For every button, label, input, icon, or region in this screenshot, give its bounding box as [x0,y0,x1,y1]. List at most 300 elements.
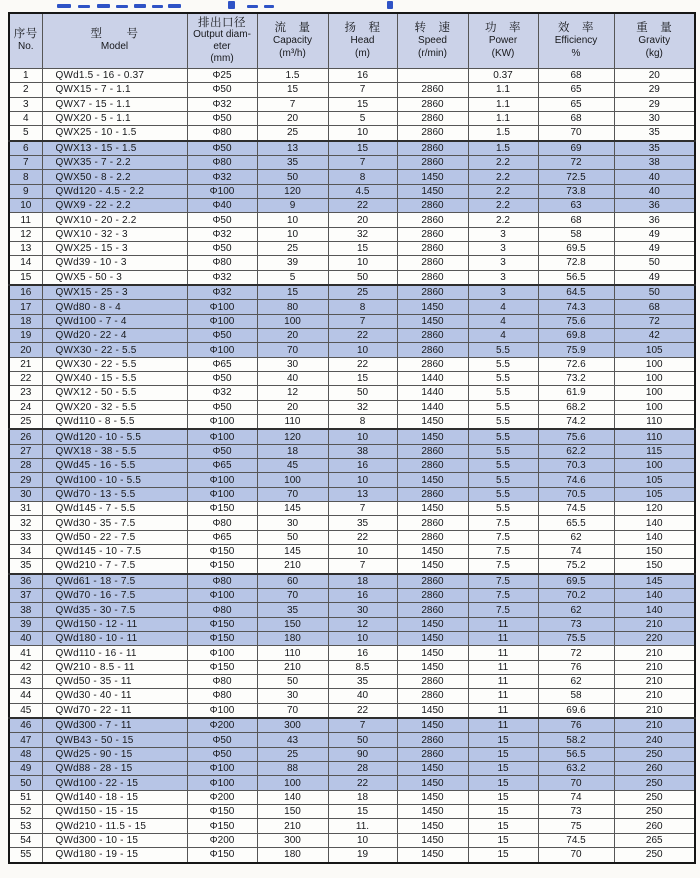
cell-efficiency: 72 [538,156,614,170]
cell-power: 15 [468,747,538,761]
cell-diameter: Φ32 [187,285,257,300]
cell-model: QWd70 - 16 - 7.5 [42,589,187,603]
cell-diameter: Φ50 [187,747,257,761]
cell-capacity: 110 [257,646,328,660]
cell-speed: 1450 [397,718,468,733]
cell-gravity: 49 [614,227,695,241]
header-label-zh: 功 率 [485,22,521,34]
cell-no: 48 [9,747,42,761]
cell-gravity: 210 [614,675,695,689]
cell-gravity: 42 [614,329,695,343]
cell-no: 7 [9,156,42,170]
table-row [9,487,695,501]
cell-capacity: 40 [257,372,328,386]
cell-capacity: 100 [257,314,328,328]
table-row [9,343,695,357]
cell-gravity: 250 [614,776,695,790]
cell-efficiency: 69.5 [538,241,614,255]
header-label-en: Model [100,41,129,53]
cell-power: 15 [468,819,538,833]
cell-diameter: Φ150 [187,805,257,819]
cell-efficiency: 62 [538,675,614,689]
cell-efficiency: 58 [538,689,614,703]
cell-power: 3 [468,227,538,241]
cell-capacity: 30 [257,516,328,530]
cell-no: 49 [9,762,42,776]
cell-no: 9 [9,184,42,198]
cell-power: 7.5 [468,574,538,589]
cell-model: QWd20 - 22 - 4 [42,329,187,343]
cell-capacity: 120 [257,184,328,198]
cell-speed: 2860 [397,141,468,156]
cell-capacity: 70 [257,703,328,718]
cell-efficiency: 70.2 [538,589,614,603]
cell-speed [397,69,468,83]
cell-model: QWX13 - 15 - 1.5 [42,141,187,156]
cell-speed: 2860 [397,459,468,473]
cell-head: 22 [328,329,397,343]
cell-efficiency: 58 [538,227,614,241]
cell-no: 17 [9,300,42,314]
cell-efficiency: 70.3 [538,459,614,473]
cell-model: QWd30 - 35 - 7.5 [42,516,187,530]
cell-power: 2.2 [468,199,538,213]
table-row [9,329,695,343]
cell-efficiency: 74.2 [538,414,614,429]
table-row [9,502,695,516]
cell-no: 28 [9,459,42,473]
cell-efficiency: 68 [538,69,614,83]
cell-efficiency: 56.5 [538,747,614,761]
cell-head: 10 [328,632,397,646]
cell-efficiency: 73.2 [538,372,614,386]
cell-diameter: Φ65 [187,530,257,544]
cell-capacity: 180 [257,847,328,863]
cell-model: QWX20 - 32 - 5.5 [42,400,187,414]
cell-model: QWd210 - 7 - 7.5 [42,559,187,574]
cell-power: 5.5 [468,444,538,458]
table-row [9,516,695,530]
cell-efficiency: 75.6 [538,429,614,444]
cell-diameter: Φ32 [187,170,257,184]
cell-power: 7.5 [468,544,538,558]
cell-speed: 1440 [397,400,468,414]
cell-no: 51 [9,790,42,804]
cell-speed: 1450 [397,805,468,819]
cell-power: 11 [468,718,538,733]
cell-efficiency: 69.8 [538,329,614,343]
cell-head: 20 [328,213,397,227]
cell-head: 16 [328,646,397,660]
cell-power: 11 [468,617,538,631]
cell-model: QWd150 - 15 - 15 [42,805,187,819]
cell-speed: 1450 [397,847,468,863]
cell-efficiency: 70 [538,847,614,863]
cell-diameter: Φ50 [187,329,257,343]
cell-no: 38 [9,603,42,617]
cell-diameter: Φ32 [187,97,257,111]
header-label-en: Output diam- [193,29,251,41]
cell-capacity: 145 [257,502,328,516]
cell-power: 15 [468,833,538,847]
cell-power: 5.5 [468,459,538,473]
table-row [9,473,695,487]
cell-model: QWd61 - 18 - 7.5 [42,574,187,589]
cell-capacity: 1.5 [257,69,328,83]
cell-model: QWd50 - 35 - 11 [42,675,187,689]
cell-no: 5 [9,126,42,141]
cell-speed: 1450 [397,544,468,558]
cell-gravity: 140 [614,603,695,617]
cell-no: 2 [9,83,42,97]
cell-efficiency: 61.9 [538,386,614,400]
cell-no: 45 [9,703,42,718]
cell-gravity: 29 [614,97,695,111]
cell-no: 12 [9,227,42,241]
cell-model: QWd39 - 10 - 3 [42,256,187,270]
cell-head: 7 [328,156,397,170]
cell-efficiency: 68.2 [538,400,614,414]
cell-efficiency: 74.5 [538,502,614,516]
table-row [9,300,695,314]
cell-model: QWd180 - 10 - 11 [42,632,187,646]
cell-efficiency: 64.5 [538,285,614,300]
cell-power: 15 [468,776,538,790]
cell-capacity: 145 [257,544,328,558]
cell-no: 1 [9,69,42,83]
cell-no: 24 [9,400,42,414]
cell-no: 37 [9,589,42,603]
cell-speed: 2860 [397,256,468,270]
cell-head: 10 [328,343,397,357]
table-row [9,617,695,631]
cell-no: 27 [9,444,42,458]
cell-power: 3 [468,270,538,285]
cell-efficiency: 72 [538,646,614,660]
cell-diameter: Φ150 [187,660,257,674]
header-label-zh: 序号 [13,28,38,41]
cell-speed: 1450 [397,184,468,198]
cell-power: 11 [468,703,538,718]
table-row [9,544,695,558]
cell-gravity: 100 [614,459,695,473]
table-row [9,459,695,473]
cell-capacity: 88 [257,762,328,776]
header-label-zh: 型 号 [90,28,139,41]
cell-efficiency: 72.8 [538,256,614,270]
cell-model: QWd35 - 30 - 7.5 [42,603,187,617]
cell-efficiency: 56.5 [538,270,614,285]
cell-head: 22 [328,530,397,544]
cell-diameter: Φ150 [187,819,257,833]
cell-gravity: 49 [614,270,695,285]
cell-diameter: Φ100 [187,429,257,444]
cell-speed: 1450 [397,776,468,790]
cell-no: 19 [9,329,42,343]
header-label-zh: 重 量 [636,22,673,34]
cell-model: QWd300 - 7 - 11 [42,718,187,733]
cell-diameter: Φ50 [187,141,257,156]
cell-gravity: 250 [614,847,695,863]
cell-head: 22 [328,357,397,371]
cell-head: 50 [328,386,397,400]
cell-power: 11 [468,675,538,689]
cell-model: QWd25 - 90 - 15 [42,747,187,761]
cell-efficiency: 74 [538,544,614,558]
cell-efficiency: 74.6 [538,473,614,487]
cell-gravity: 210 [614,703,695,718]
cell-diameter: Φ100 [187,300,257,314]
cell-model: QWd70 - 22 - 11 [42,703,187,718]
col-header-speed [397,13,468,69]
cell-power: 4 [468,300,538,314]
cell-no: 26 [9,429,42,444]
cell-capacity: 9 [257,199,328,213]
header-label-zh: 效 率 [558,22,594,34]
header-label-en: Power [488,35,518,46]
cell-efficiency: 70.5 [538,487,614,501]
cell-power: 7.5 [468,603,538,617]
cell-no: 30 [9,487,42,501]
cell-speed: 1440 [397,372,468,386]
cell-capacity: 50 [257,530,328,544]
cell-model: QWd88 - 28 - 15 [42,762,187,776]
cell-head: 35 [328,516,397,530]
cell-head: 15 [328,97,397,111]
cell-efficiency: 75.9 [538,343,614,357]
cell-speed: 2860 [397,270,468,285]
cell-power: 15 [468,847,538,863]
cell-no: 43 [9,675,42,689]
cell-gravity: 100 [614,357,695,371]
cell-model: QWX25 - 15 - 3 [42,241,187,255]
header-label-unit: (m³/h) [279,47,306,59]
cell-capacity: 25 [257,747,328,761]
cell-gravity: 210 [614,718,695,733]
cell-power: 5.5 [468,487,538,501]
cell-model: QWd110 - 8 - 5.5 [42,414,187,429]
cell-gravity: 30 [614,111,695,125]
cell-capacity: 30 [257,689,328,703]
cell-efficiency: 76 [538,718,614,733]
cell-gravity: 260 [614,762,695,776]
cell-gravity: 40 [614,184,695,198]
cell-speed: 1450 [397,703,468,718]
cell-model: QWX40 - 15 - 5.5 [42,372,187,386]
cell-efficiency: 65 [538,83,614,97]
header-label-en: Head [350,35,375,46]
cell-power: 2.2 [468,156,538,170]
cell-model: QWd300 - 10 - 15 [42,833,187,847]
table-row [9,603,695,617]
cell-head: 8 [328,170,397,184]
cell-head: 10 [328,429,397,444]
cell-gravity: 145 [614,574,695,589]
cell-no: 36 [9,574,42,589]
cell-head: 19 [328,847,397,863]
cell-capacity: 39 [257,256,328,270]
table-row [9,213,695,227]
header-label-unit: (kg) [645,47,663,59]
cell-gravity: 110 [614,429,695,444]
cell-capacity: 20 [257,400,328,414]
cell-speed: 2860 [397,444,468,458]
cell-model: QWX30 - 22 - 5.5 [42,357,187,371]
cell-head: 8 [328,414,397,429]
cell-capacity: 15 [257,285,328,300]
col-header-capacity [257,13,328,69]
cell-model: QWX7 - 15 - 1.1 [42,97,187,111]
cell-capacity: 18 [257,444,328,458]
cell-efficiency: 69 [538,141,614,156]
cell-speed: 2860 [397,675,468,689]
cell-no: 53 [9,819,42,833]
cell-speed: 1450 [397,646,468,660]
cell-diameter: Φ100 [187,703,257,718]
cell-gravity: 100 [614,386,695,400]
cell-power: 1.1 [468,97,538,111]
cell-diameter: Φ25 [187,69,257,83]
cell-power: 1.1 [468,111,538,125]
cell-no: 10 [9,199,42,213]
cell-diameter: Φ100 [187,762,257,776]
cell-efficiency: 65.5 [538,516,614,530]
cell-gravity: 105 [614,343,695,357]
cell-capacity: 25 [257,126,328,141]
cell-speed: 1450 [397,632,468,646]
table-row [9,141,695,156]
cell-head: 15 [328,141,397,156]
cell-no: 35 [9,559,42,574]
cell-gravity: 250 [614,747,695,761]
cell-gravity: 240 [614,733,695,747]
cell-power: 7.5 [468,589,538,603]
table-row [9,790,695,804]
cell-diameter: Φ50 [187,83,257,97]
cell-head: 15 [328,241,397,255]
cell-power: 3 [468,285,538,300]
cell-speed: 2860 [397,689,468,703]
cell-head: 13 [328,487,397,501]
cell-gravity: 72 [614,314,695,328]
cell-power: 2.2 [468,170,538,184]
cell-head: 30 [328,603,397,617]
cell-model: QWd50 - 22 - 7.5 [42,530,187,544]
cell-power: 5.5 [468,429,538,444]
cell-capacity: 10 [257,213,328,227]
cell-capacity: 35 [257,603,328,617]
cell-head: 4.5 [328,184,397,198]
cell-head: 16 [328,589,397,603]
cell-no: 33 [9,530,42,544]
cell-capacity: 110 [257,414,328,429]
cell-power: 11 [468,689,538,703]
cell-power: 5.5 [468,386,538,400]
cell-model: QWX15 - 7 - 1.1 [42,83,187,97]
cell-capacity: 60 [257,574,328,589]
cell-efficiency: 76 [538,660,614,674]
cell-efficiency: 70 [538,126,614,141]
cell-head: 28 [328,762,397,776]
cell-no: 34 [9,544,42,558]
cell-speed: 2860 [397,343,468,357]
table-row [9,660,695,674]
header-row [9,13,695,69]
cell-speed: 1450 [397,819,468,833]
table-row [9,227,695,241]
cell-model: QWX15 - 25 - 3 [42,285,187,300]
cell-no: 50 [9,776,42,790]
cell-gravity: 49 [614,241,695,255]
cell-diameter: Φ32 [187,227,257,241]
cell-efficiency: 63.2 [538,762,614,776]
cell-diameter: Φ100 [187,343,257,357]
table-row [9,386,695,400]
cell-gravity: 50 [614,285,695,300]
cell-head: 7 [328,502,397,516]
cell-speed: 1450 [397,414,468,429]
cell-head: 10 [328,256,397,270]
cell-efficiency: 73 [538,617,614,631]
cell-head: 22 [328,703,397,718]
cell-diameter: Φ80 [187,675,257,689]
cell-capacity: 15 [257,83,328,97]
cell-model: QWX12 - 50 - 5.5 [42,386,187,400]
cell-gravity: 210 [614,646,695,660]
cell-diameter: Φ50 [187,372,257,386]
cell-model: QW210 - 8.5 - 11 [42,660,187,674]
cell-no: 32 [9,516,42,530]
cell-model: QWd145 - 7 - 5.5 [42,502,187,516]
cell-efficiency: 75.5 [538,632,614,646]
cell-capacity: 43 [257,733,328,747]
cell-capacity: 80 [257,300,328,314]
cell-no: 55 [9,847,42,863]
cell-no: 11 [9,213,42,227]
cell-no: 8 [9,170,42,184]
cell-diameter: Φ65 [187,357,257,371]
cell-power: 15 [468,790,538,804]
cell-no: 29 [9,473,42,487]
cell-diameter: Φ32 [187,386,257,400]
cell-capacity: 70 [257,343,328,357]
cell-efficiency: 68 [538,213,614,227]
cell-efficiency: 58.2 [538,733,614,747]
header-label-en: No. [17,41,34,53]
cell-capacity: 13 [257,141,328,156]
cell-head: 40 [328,689,397,703]
table-row [9,111,695,125]
cell-gravity: 210 [614,617,695,631]
cell-speed: 2860 [397,487,468,501]
cell-no: 20 [9,343,42,357]
cell-speed: 2860 [397,357,468,371]
cell-capacity: 120 [257,429,328,444]
header-label-en: Capacity [273,35,312,46]
cell-capacity: 25 [257,241,328,255]
cell-diameter: Φ100 [187,414,257,429]
cell-diameter: Φ200 [187,790,257,804]
col-header-head [328,13,397,69]
cell-speed: 1450 [397,833,468,847]
cell-model: QWd80 - 8 - 4 [42,300,187,314]
cell-efficiency: 65 [538,97,614,111]
cell-head: 7 [328,718,397,733]
table-row [9,689,695,703]
cell-diameter: Φ150 [187,544,257,558]
cell-capacity: 5 [257,270,328,285]
cell-efficiency: 75.6 [538,314,614,328]
